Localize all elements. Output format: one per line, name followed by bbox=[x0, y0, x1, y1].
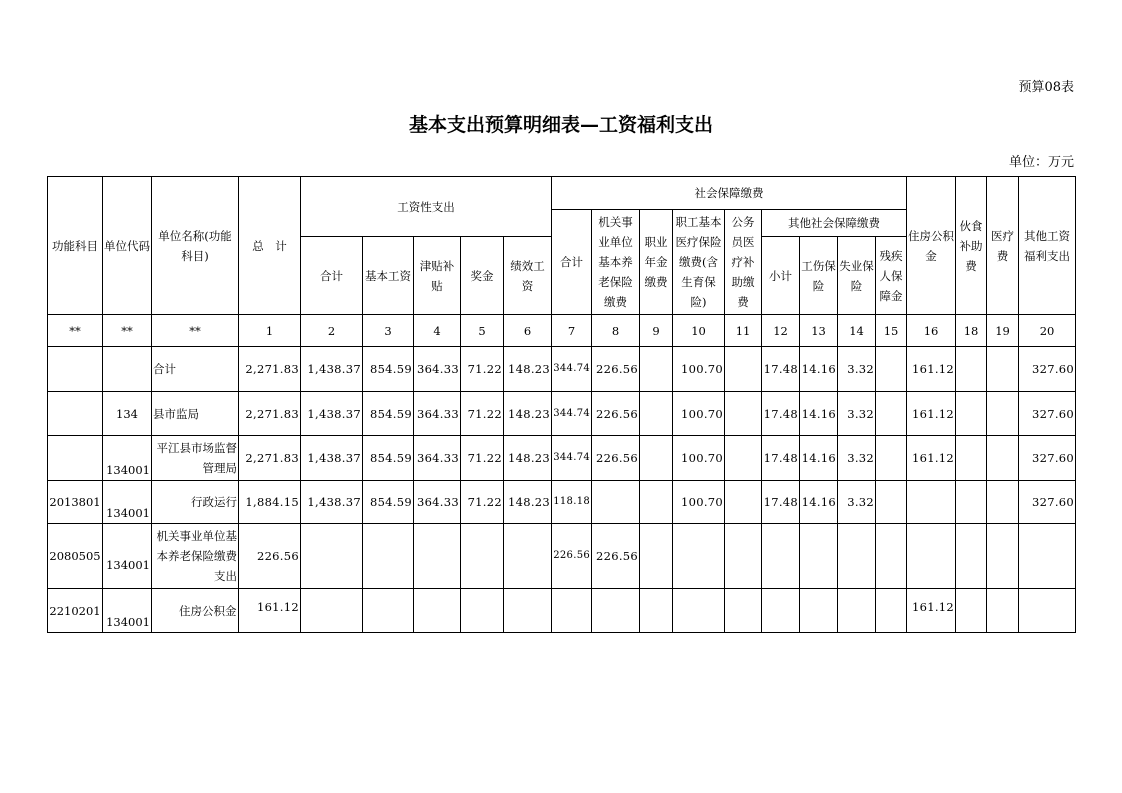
basic-wage-cell: 854.59 bbox=[363, 347, 414, 392]
annuity-cell bbox=[640, 589, 673, 633]
index-cell: 13 bbox=[800, 315, 838, 347]
other-welfare-cell bbox=[1019, 589, 1076, 633]
social-subtotal-cell bbox=[552, 589, 592, 633]
wage-subtotal-cell: 1,438.37 bbox=[301, 436, 363, 481]
index-cell: 5 bbox=[461, 315, 504, 347]
unit-name-cell: 县市监局 bbox=[152, 392, 239, 436]
basic-wage-cell bbox=[363, 524, 414, 589]
header-meal: 伙食补助费 bbox=[956, 177, 987, 315]
index-cell: 10 bbox=[673, 315, 725, 347]
other-welfare-cell: 327.60 bbox=[1019, 436, 1076, 481]
wage-subtotal-cell: 1,438.37 bbox=[301, 481, 363, 524]
unit-name-cell: 平江县市场监督管理局 bbox=[152, 436, 239, 481]
medical-cell bbox=[987, 436, 1019, 481]
performance-cell: 148.23 bbox=[504, 392, 552, 436]
pension-cell bbox=[592, 481, 640, 524]
index-cell: 1 bbox=[239, 315, 301, 347]
table-row bbox=[48, 524, 1076, 589]
table-row bbox=[48, 392, 1076, 436]
medical-insurance-cell: 100.70 bbox=[673, 481, 725, 524]
performance-cell: 148.23 bbox=[504, 347, 552, 392]
housing-cell: 161.12 bbox=[907, 436, 956, 481]
other-subtotal-cell bbox=[762, 524, 800, 589]
unit-code-cell: 134001 bbox=[103, 524, 152, 589]
form-number: 预算08表 bbox=[1018, 80, 1074, 95]
index-cell: 12 bbox=[762, 315, 800, 347]
basic-wage-cell: 854.59 bbox=[363, 392, 414, 436]
wage-subtotal-cell bbox=[301, 589, 363, 633]
unemployment-cell: 3.32 bbox=[838, 392, 876, 436]
civil-medical-cell bbox=[725, 392, 762, 436]
header-total: 总 计 bbox=[239, 177, 301, 315]
social-subtotal-cell: 344.74 bbox=[552, 392, 592, 436]
performance-cell: 148.23 bbox=[504, 481, 552, 524]
table-row bbox=[48, 589, 1076, 633]
other-subtotal-cell: 17.48 bbox=[762, 481, 800, 524]
unit-code-cell bbox=[103, 347, 152, 392]
header-other-subtotal: 小计 bbox=[762, 237, 800, 315]
index-row bbox=[48, 315, 1076, 347]
header-wage-subtotal: 合计 bbox=[301, 237, 363, 315]
disability-cell bbox=[876, 524, 907, 589]
civil-medical-cell bbox=[725, 436, 762, 481]
injury-cell bbox=[800, 589, 838, 633]
basic-wage-cell: 854.59 bbox=[363, 436, 414, 481]
header-unit-name: 单位名称(功能科目) bbox=[152, 177, 239, 315]
housing-cell bbox=[907, 524, 956, 589]
unit-name-cell: 住房公积金 bbox=[152, 589, 239, 633]
bonus-cell: 71.22 bbox=[461, 436, 504, 481]
unit-name-cell: 合计 bbox=[152, 347, 239, 392]
pension-cell: 226.56 bbox=[592, 392, 640, 436]
header-other-social-group: 其他社会保障缴费 bbox=[762, 210, 907, 237]
pension-cell: 226.56 bbox=[592, 347, 640, 392]
index-cell: 3 bbox=[363, 315, 414, 347]
bonus-cell: 71.22 bbox=[461, 347, 504, 392]
other-welfare-cell: 327.60 bbox=[1019, 481, 1076, 524]
bonus-cell: 71.22 bbox=[461, 481, 504, 524]
other-subtotal-cell bbox=[762, 589, 800, 633]
civil-medical-cell bbox=[725, 589, 762, 633]
disability-cell bbox=[876, 481, 907, 524]
report-title: 基本支出预算明细表—工资福利支出 bbox=[408, 114, 713, 136]
header-unemployment: 失业保险 bbox=[838, 237, 876, 315]
civil-medical-cell bbox=[725, 524, 762, 589]
index-cell: 20 bbox=[1019, 315, 1076, 347]
unit-code-cell: 134001 bbox=[103, 436, 152, 481]
civil-medical-cell bbox=[725, 347, 762, 392]
medical-cell bbox=[987, 524, 1019, 589]
meal-cell bbox=[956, 524, 987, 589]
unit-code-cell: 134 bbox=[103, 392, 152, 436]
annuity-cell bbox=[640, 481, 673, 524]
unit-code-cell: 134001 bbox=[103, 481, 152, 524]
func-code-cell bbox=[48, 392, 103, 436]
wage-subtotal-cell bbox=[301, 524, 363, 589]
index-cell: 6 bbox=[504, 315, 552, 347]
allowance-cell: 364.33 bbox=[414, 347, 461, 392]
injury-cell: 14.16 bbox=[800, 436, 838, 481]
index-cell: 14 bbox=[838, 315, 876, 347]
unit-name-cell: 机关事业单位基本养老保险缴费支出 bbox=[152, 524, 239, 589]
basic-wage-cell bbox=[363, 589, 414, 633]
medical-cell bbox=[987, 347, 1019, 392]
header-func-code: 功能科目 bbox=[48, 177, 103, 315]
housing-cell: 161.12 bbox=[907, 347, 956, 392]
index-cell: 8 bbox=[592, 315, 640, 347]
unemployment-cell: 3.32 bbox=[838, 481, 876, 524]
medical-insurance-cell bbox=[673, 589, 725, 633]
table-row bbox=[48, 436, 1076, 481]
social-subtotal-cell: 118.18 bbox=[552, 481, 592, 524]
unit-label: 单位：万元 bbox=[1008, 155, 1074, 170]
other-welfare-cell: 327.60 bbox=[1019, 347, 1076, 392]
header-civil-medical: 公务员医疗补助缴费 bbox=[725, 210, 762, 315]
table-row bbox=[48, 481, 1076, 524]
injury-cell: 14.16 bbox=[800, 392, 838, 436]
pension-cell: 226.56 bbox=[592, 436, 640, 481]
table-row bbox=[48, 347, 1076, 392]
medical-cell bbox=[987, 589, 1019, 633]
allowance-cell bbox=[414, 589, 461, 633]
total-cell: 161.12 bbox=[239, 589, 301, 633]
civil-medical-cell bbox=[725, 481, 762, 524]
index-cell: ** bbox=[103, 315, 152, 347]
index-cell: 9 bbox=[640, 315, 673, 347]
index-cell: ** bbox=[152, 315, 239, 347]
header-basic-wage: 基本工资 bbox=[363, 237, 414, 315]
func-code-cell: 2080505 bbox=[48, 524, 103, 589]
other-welfare-cell: 327.60 bbox=[1019, 392, 1076, 436]
social-subtotal-cell: 344.74 bbox=[552, 347, 592, 392]
meal-cell bbox=[956, 347, 987, 392]
header-allowance: 津贴补贴 bbox=[414, 237, 461, 315]
unemployment-cell bbox=[838, 524, 876, 589]
budget-table bbox=[47, 176, 1076, 633]
other-subtotal-cell: 17.48 bbox=[762, 347, 800, 392]
header-bonus: 奖金 bbox=[461, 237, 504, 315]
unemployment-cell: 3.32 bbox=[838, 347, 876, 392]
index-cell: 16 bbox=[907, 315, 956, 347]
performance-cell bbox=[504, 589, 552, 633]
basic-wage-cell: 854.59 bbox=[363, 481, 414, 524]
pension-cell bbox=[592, 589, 640, 633]
header-social-subtotal: 合计 bbox=[552, 210, 592, 315]
allowance-cell: 364.33 bbox=[414, 392, 461, 436]
index-cell: 15 bbox=[876, 315, 907, 347]
other-subtotal-cell: 17.48 bbox=[762, 392, 800, 436]
header-medical: 医疗费 bbox=[987, 177, 1019, 315]
index-cell: 4 bbox=[414, 315, 461, 347]
medical-insurance-cell bbox=[673, 524, 725, 589]
func-code-cell bbox=[48, 347, 103, 392]
housing-cell: 161.12 bbox=[907, 589, 956, 633]
index-cell: 18 bbox=[956, 315, 987, 347]
unit-code-cell: 134001 bbox=[103, 589, 152, 633]
medical-insurance-cell: 100.70 bbox=[673, 436, 725, 481]
header-performance: 绩效工资 bbox=[504, 237, 552, 315]
annuity-cell bbox=[640, 392, 673, 436]
header-other-welfare: 其他工资福利支出 bbox=[1019, 177, 1076, 315]
bonus-cell: 71.22 bbox=[461, 392, 504, 436]
performance-cell bbox=[504, 524, 552, 589]
annuity-cell bbox=[640, 524, 673, 589]
allowance-cell: 364.33 bbox=[414, 436, 461, 481]
injury-cell: 14.16 bbox=[800, 481, 838, 524]
performance-cell: 148.23 bbox=[504, 436, 552, 481]
meal-cell bbox=[956, 589, 987, 633]
total-cell: 2,271.83 bbox=[239, 436, 301, 481]
header-medical-insurance: 职工基本医疗保险缴费(含生育保险) bbox=[673, 210, 725, 315]
bonus-cell bbox=[461, 589, 504, 633]
header-social-group: 社会保障缴费 bbox=[552, 177, 907, 210]
bonus-cell bbox=[461, 524, 504, 589]
index-cell: 11 bbox=[725, 315, 762, 347]
disability-cell bbox=[876, 392, 907, 436]
total-cell: 2,271.83 bbox=[239, 347, 301, 392]
allowance-cell: 364.33 bbox=[414, 481, 461, 524]
allowance-cell bbox=[414, 524, 461, 589]
medical-insurance-cell: 100.70 bbox=[673, 392, 725, 436]
wage-subtotal-cell: 1,438.37 bbox=[301, 347, 363, 392]
medical-cell bbox=[987, 481, 1019, 524]
total-cell: 2,271.83 bbox=[239, 392, 301, 436]
header-disability: 残疾人保障金 bbox=[876, 237, 907, 315]
index-cell: 7 bbox=[552, 315, 592, 347]
unit-name-cell: 行政运行 bbox=[152, 481, 239, 524]
meal-cell bbox=[956, 481, 987, 524]
header-annuity: 职业年金缴费 bbox=[640, 210, 673, 315]
wage-subtotal-cell: 1,438.37 bbox=[301, 392, 363, 436]
header-wage-group: 工资性支出 bbox=[301, 177, 552, 237]
index-cell: 2 bbox=[301, 315, 363, 347]
meal-cell bbox=[956, 436, 987, 481]
medical-cell bbox=[987, 392, 1019, 436]
total-cell: 1,884.15 bbox=[239, 481, 301, 524]
total-cell: 226.56 bbox=[239, 524, 301, 589]
housing-cell: 161.12 bbox=[907, 392, 956, 436]
injury-cell: 14.16 bbox=[800, 347, 838, 392]
header-pension: 机关事业单位基本养老保险缴费 bbox=[592, 210, 640, 315]
social-subtotal-cell: 226.56 bbox=[552, 524, 592, 589]
annuity-cell bbox=[640, 436, 673, 481]
disability-cell bbox=[876, 347, 907, 392]
header-injury: 工伤保险 bbox=[800, 237, 838, 315]
meal-cell bbox=[956, 392, 987, 436]
unemployment-cell bbox=[838, 589, 876, 633]
func-code-cell: 2013801 bbox=[48, 481, 103, 524]
social-subtotal-cell: 344.74 bbox=[552, 436, 592, 481]
pension-cell: 226.56 bbox=[592, 524, 640, 589]
header-unit-code: 单位代码 bbox=[103, 177, 152, 315]
header-housing: 住房公积金 bbox=[907, 177, 956, 315]
other-welfare-cell bbox=[1019, 524, 1076, 589]
housing-cell bbox=[907, 481, 956, 524]
disability-cell bbox=[876, 589, 907, 633]
injury-cell bbox=[800, 524, 838, 589]
medical-insurance-cell: 100.70 bbox=[673, 347, 725, 392]
other-subtotal-cell: 17.48 bbox=[762, 436, 800, 481]
annuity-cell bbox=[640, 347, 673, 392]
unemployment-cell: 3.32 bbox=[838, 436, 876, 481]
func-code-cell: 2210201 bbox=[48, 589, 103, 633]
func-code-cell bbox=[48, 436, 103, 481]
index-cell: 19 bbox=[987, 315, 1019, 347]
index-cell: ** bbox=[48, 315, 103, 347]
disability-cell bbox=[876, 436, 907, 481]
